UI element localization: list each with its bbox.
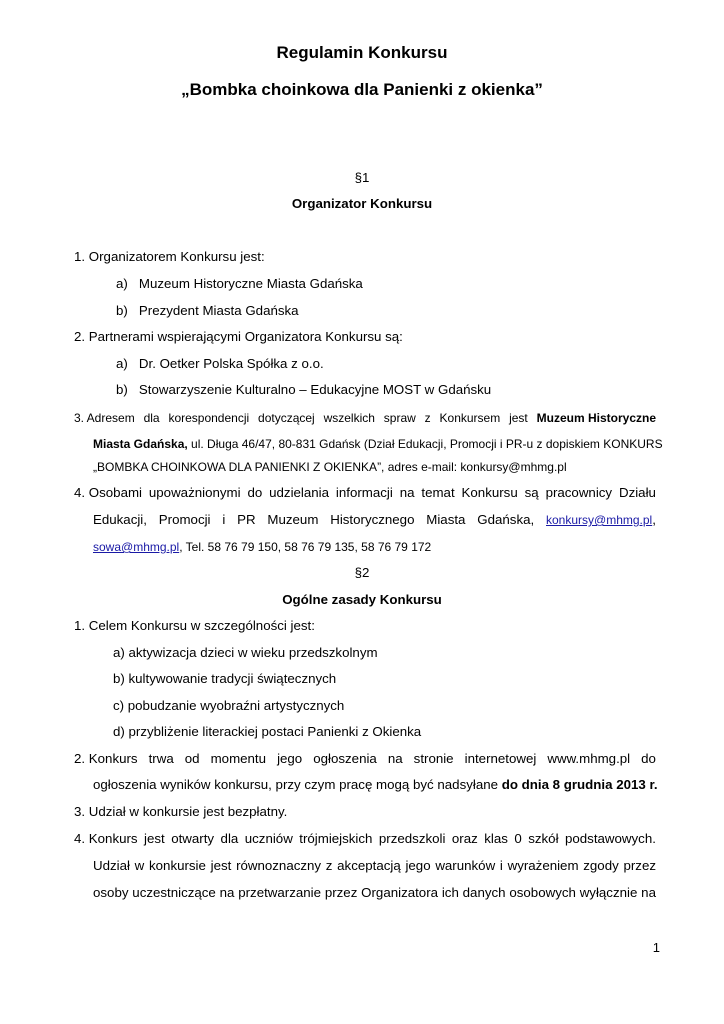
s2-item-3: 3. Udział w konkursie jest bezpłatny. [74,804,288,819]
word: wszelkich [323,411,375,425]
s1-item-2a: a) Dr. Oetker Polska Spółka z o.o. [116,356,324,371]
word: konkursie [149,858,206,873]
word: przedszkoli [378,831,446,846]
s1-item-3-line3: „BOMBKA CHOINKOWA DLA PANIENKI Z OKIENKA”, adres e-mail: konkursy@mhmg.pl [93,460,567,474]
word: otwarty [171,831,215,846]
word: 0 [514,831,522,846]
s1-item-4-line3 [93,538,431,556]
s2-item-4-line2 [93,857,656,875]
s2-item-1d: d) przybliżenie literackiej postaci Panienki z Okienka [113,724,422,739]
word: na [399,485,415,500]
word: internetowej [464,751,537,766]
word: Gdańska, [477,512,535,527]
word: na [387,751,403,766]
word: Muzeum [267,512,319,527]
word: momentu [210,751,267,766]
s2-item-1: 1. Celem Konkursu w szczególności jest: [74,618,315,633]
word: w [134,858,145,873]
word: Działu [618,485,656,500]
word: na [219,885,235,900]
word: temat [421,485,455,500]
word: ich [441,885,459,900]
word: korespondencji [168,411,250,425]
s1-item-2: 2. Partnerami wspierającymi Organizatora Konkursu są: [74,329,403,344]
word: od [184,751,200,766]
word: jego [277,751,303,766]
s2-item-4-line1 [74,830,656,848]
word: oraz [451,831,478,846]
word: pracownicy [545,485,613,500]
document-subtitle: „Bombka choinkowa dla Panienki z okienka” [181,80,543,99]
word: Konkursem [439,411,501,425]
word: 4. Konkurs [74,831,138,846]
page-number: 1 [652,940,660,955]
word: 2. Konkurs [74,751,138,766]
museum-name-bold-2: Miasta Gdańska, [93,437,188,451]
word: na [641,885,656,900]
word: uczniów [244,831,293,846]
word: dla [143,411,160,425]
word: wyłącznie [579,885,638,900]
s2-item-4-line3 [93,884,656,902]
word: są [524,485,539,500]
s1-item-3-line1 [74,409,656,427]
phone-numbers: , Tel. 58 76 79 150, 58 76 79 135, 58 76 79 172 [179,540,432,554]
word: konkursy@mhmg.pl, [546,512,656,527]
word: klas [484,831,508,846]
s1-item-2b: b) Stowarzyszenie Kulturalno – Edukacyjne MOST w Gdańsku [116,382,492,397]
word: osobowych [509,885,576,900]
word: 4. Osobami [74,485,142,500]
word: www.mhmg.pl [547,751,631,766]
s2-item-1b: b) kultywowanie tradycji świątecznych [113,671,337,686]
deadline-bold: do dnia 8 grudnia 2013 r. [501,777,658,792]
section-1-number: §1 [354,170,370,185]
deadline-text: ogłoszenia wyników konkursu, przy czym pracę mogą być nadsyłane [93,777,502,792]
word: upoważnionymi [148,485,241,500]
word: wyrażeniem [507,858,579,873]
word: informacji [335,485,393,500]
word: z [424,411,431,425]
word: Promocji [158,512,211,527]
word: zgody [583,858,619,873]
word: ogłoszenia [313,751,377,766]
section-2-heading: Ogólne zasady Konkursu [282,592,442,607]
word: przez [623,858,656,873]
word: udzielania [269,485,330,500]
word: jest [210,858,232,873]
word: dla [220,831,239,846]
word: osoby [93,885,129,900]
email-link-sowa[interactable]: sowa@mhmg.pl [93,540,180,554]
word: danych [462,885,506,900]
word: i [499,858,503,873]
word: Miasta [426,512,466,527]
word: Organizatora [361,885,439,900]
word: jego [405,858,431,873]
word: PR [237,512,256,527]
section-1-heading: Organizator Konkursu [291,196,433,211]
section-2-number: §2 [354,565,370,580]
word: spraw [383,411,416,425]
word: akceptacją [337,858,401,873]
s2-item-1a: a) aktywizacja dzieci w wieku przedszkolnym [113,645,378,660]
word: dotyczącej [258,411,315,425]
word: podstawowych. [565,831,656,846]
word: trójmiejskich [299,831,373,846]
word: stronie [413,751,454,766]
s1-item-4-line1 [74,484,656,502]
word: z [325,858,333,873]
word: 3. Adresem [74,411,135,425]
word: do [641,751,656,766]
word: trwa [148,751,174,766]
museum-name-bold: Muzeum Historyczne [536,411,656,425]
s1-item-1a: a) Muzeum Historyczne Miasta Gdańska [116,276,363,291]
s1-item-1b: b) Prezydent Miasta Gdańska [116,303,299,318]
s2-item-2-line2 [93,776,658,794]
word: przetwarzanie [238,885,322,900]
word: i [222,512,226,527]
word: jest [144,831,165,846]
word: warunków [435,858,496,873]
s1-item-3-line2 [93,435,663,453]
word: Edukacji, [93,512,147,527]
s1-item-1: 1. Organizatorem Konkursu jest: [74,249,265,264]
s2-item-1c: c) pobudzanie wyobraźni artystycznych [113,698,345,713]
word: do [247,485,263,500]
word: równoznaczny [236,858,322,873]
document-title: Regulamin Konkursu [276,43,448,62]
email-link-konkursy[interactable]: konkursy@mhmg.pl [546,513,653,527]
word: szkół [528,831,559,846]
word: Historycznego [330,512,415,527]
word: uczestniczące [132,885,216,900]
word: jest [509,411,528,425]
s2-item-2-line1 [74,750,656,768]
word: Udział [93,858,130,873]
word: przez [324,885,358,900]
s1-item-4-line2 [93,511,656,529]
address-text: ul. Długa 46/47, 80-831 Gdańsk (Dział Edukacji, Promocji i PR-u z dopiskiem KONKURS [187,437,663,451]
word: Konkursu [461,485,518,500]
